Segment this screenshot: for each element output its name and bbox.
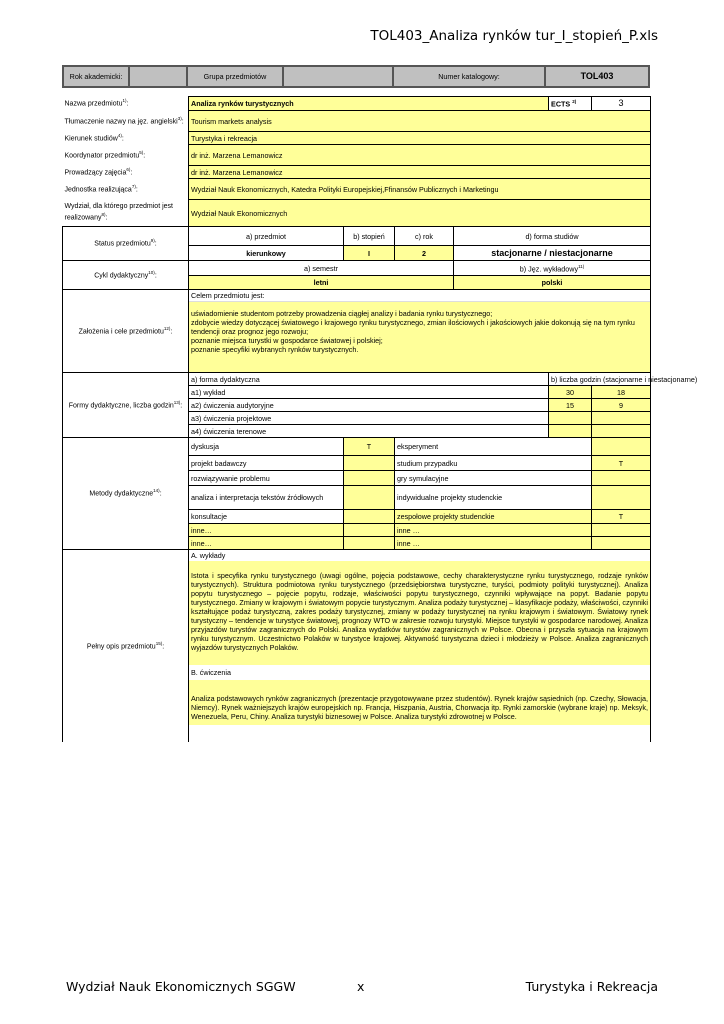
metoda-left: projekt badawczy [189, 456, 344, 471]
footer-right: Turystyka i Rekreacja [525, 979, 658, 994]
formy-label: Formy dydaktyczne, liczba godzin$^{13)}$: [63, 373, 189, 438]
formy-stacjonarne: 15 [549, 399, 592, 412]
zalozenia-value [189, 290, 651, 373]
metody-label: Metody dydaktyczne$^{14)}$: [63, 438, 189, 550]
metoda-left-mark [344, 486, 395, 510]
metoda-left: konsultacje [189, 510, 344, 524]
ects-value: 3 [592, 97, 651, 111]
status-h-forma: d) forma studiów [454, 227, 651, 246]
metoda-right-mark: T [592, 510, 651, 524]
ects-label: ECTS $^{2)}$ [549, 97, 592, 111]
status-h-stopien: b) stopień [344, 227, 395, 246]
metoda-right: gry symulacyjne [395, 471, 592, 486]
metoda-left-mark [344, 456, 395, 471]
metoda-right-mark [592, 438, 651, 456]
nazwa-value: Analiza rynków turystycznych [189, 97, 549, 111]
formy-niestacjonarne [592, 412, 651, 425]
formy-stacjonarne: 30 [549, 386, 592, 399]
metoda-left-mark [344, 524, 395, 537]
status-stopien-value: I [344, 246, 395, 261]
formy-niestacjonarne: 9 [592, 399, 651, 412]
metoda-right-mark [592, 537, 651, 550]
tlumaczenie-label: Tłumaczenie nazwy na jęz. angielski$^{3)}$: [64, 115, 184, 126]
metoda-left: inne… [189, 524, 344, 537]
metoda-left: dyskusja [189, 438, 344, 456]
opis-table [62, 549, 651, 742]
metody-table [62, 437, 651, 550]
syllabus-form [62, 65, 698, 742]
opis-a-text: Istota i specyfika rynku turystycznego (uwagi ogólne, pojęcia podstawowe, cechy charakterystyczne rynku turystycznego, rodzaje rynków turystycznych). Struktura podmiotowa rynku turystycznego (przedsiębiorstwa turystyczne, turyści, podmioty polityki turystycznej). Analiza popytu turystycznego – pojęcie popytu, rodzaje, właściwości popytu turystycznego, czynniki wpływające na popyt. Badanie popytu turystycznego. Zmiany w krajowym i światowym popycie turystycznym. Analiza podaży turystycznej – klasyfikacje podaży, właściwości, czynniki kształtujące podaż turystyczną, zakres podaży turystycznej, zmiany w podaży turystycznej na rynku krajowym i światowym. Światowy rynek turystyczny – tendencje w turystyce światowej, prognozy WTO w zakresie rozwoju turystyki. Miejsce turystyki w gospodarce narodowej. Analiza przyjazdów turystów zagranicznych do Polski. Analiza wydatków turystów zagranicznych w Polsce. Obecna i przyszła sytuacja na krajowym rynku turystycznym. Uczestnictwo Polaków w turystyce krajowej. Aktywność turystyczna dzieci i młodzieży w Polsce. Analiza zagranicznych wyjazdów turystycznych Polaków. [189, 561, 650, 665]
rok-akademicki-label: Rok akademicki: [63, 66, 129, 87]
status-przedmiot-value: kierunkowy [189, 246, 344, 261]
zalozenia-text [189, 302, 650, 372]
metoda-right: inne … [395, 537, 592, 550]
opis-label: Pełny opis przedmiotu$^{15)}$: [63, 550, 189, 743]
wydzial-value: Wydział Nauk Ekonomicznych [189, 200, 651, 227]
main-table [62, 96, 698, 438]
formy-h-forma: a) forma dydaktyczna [189, 373, 549, 386]
top-bar [62, 65, 650, 88]
footer-left: Wydział Nauk Ekonomicznych SGGW [66, 979, 296, 994]
formy-item: a2) ćwiczenia audytoryjne [189, 399, 549, 412]
koordynator-label: Koordynator przedmiotu$^{5)}$: [64, 149, 146, 160]
footer-mid: x [357, 979, 365, 994]
formy-niestacjonarne [592, 425, 651, 438]
metoda-right-mark [592, 486, 651, 510]
metoda-left-mark [344, 537, 395, 550]
status-rok-value: 2 [395, 246, 454, 261]
formy-stacjonarne [549, 412, 592, 425]
formy-h-godziny: b) liczba godzin (stacjonarne i niestacjonarne) [549, 373, 651, 386]
formy-item: a3) ćwiczenia projektowe [189, 412, 549, 425]
cykl-h-jezyk: b) Jęz. wykładowy$^{11)}$ [454, 261, 651, 276]
zalozenia-intro: Celem przedmiotu jest: [189, 290, 650, 302]
wydzial-label: Wydział, dla którego przedmiot jest realizowany$^{8)}$: [64, 203, 173, 222]
metoda-left-mark [344, 471, 395, 486]
opis-b-text: Analiza podstawowych rynków zagranicznych (prezentacje przygotowywane przez studentów). Rynek krajów sąsiednich (np. Czechy, Słowacja, Niemcy). Rynek ważniejszych krajów europejskich np. Francja, Hiszpania, Austria, Chorwacja itp. Rynki zamorskie (wybrane kraje) np. Meksyk, Wenezuela, Peru, Chiny. Analiza turystyki biznesowej w Polsce. Analiza turystyki zdrowotnej w Polsce. [189, 680, 650, 725]
numer-katalogowy-label: Numer katalogowy: [393, 66, 545, 87]
formy-niestacjonarne: 18 [592, 386, 651, 399]
metoda-right: inne … [395, 524, 592, 537]
metoda-left: analiza i interpretacja tekstów źródłowych [189, 486, 344, 510]
jednostka-value: Wydział Nauk Ekonomicznych, Katedra Polityki Europejskiej,Ffinansów Publicznych i Marketingu [189, 179, 651, 200]
grupa-przedmiotow-value[interactable] [283, 66, 393, 87]
metoda-right: studium przypadku [395, 456, 592, 471]
formy-stacjonarne [549, 425, 592, 438]
status-h-rok: c) rok [395, 227, 454, 246]
jednostka-label: Jednostka realizująca$^{7)}$: [64, 183, 138, 194]
cykl-jezyk-value: polski [454, 276, 651, 290]
metoda-left-mark [344, 510, 395, 524]
metoda-left: inne… [189, 537, 344, 550]
cykl-h-semestr: a) semestr [189, 261, 454, 276]
zalozenia-line: poznanie specyfiki wybranych rynków turystycznych. [191, 345, 359, 355]
opis-b-head: B. ćwiczenia [191, 668, 231, 678]
cykl-label: Cykl dydaktyczny$^{10)}$: [63, 261, 189, 290]
zalozenia-line: poznanie miejsca turystki w gospodarce światowej i polskiej; [191, 336, 383, 346]
formy-item: a4) ćwiczenia terenowe [189, 425, 549, 438]
kierunek-label: Kierunek studiów$^{4)}$: [64, 132, 124, 143]
numer-katalogowy-value: TOL403 [545, 66, 649, 87]
metoda-right-mark: T [592, 456, 651, 471]
status-label: Status przedmiotu$^{9)}$: [63, 227, 189, 261]
koordynator-value: dr inż. Marzena Lemanowicz [189, 145, 651, 166]
metoda-right: eksperyment [395, 438, 592, 456]
filename-header: TOL403_Analiza rynków tur_I_stopień_P.xls [370, 28, 658, 44]
zalozenia-line: zdobycie wiedzy dotyczącej światowego i krajowego rynku turystycznego, zmian ilościowych i jakościowych jakie dokonują się na tym rynku tendencji oraz prognoz jego rozwoju; [191, 318, 635, 337]
metoda-left: rozwiązywanie problemu [189, 471, 344, 486]
metoda-right-mark [592, 471, 651, 486]
opis-value [189, 550, 651, 743]
status-h-przedmiot: a) przedmiot [189, 227, 344, 246]
zalozenia-line: uświadomienie studentom potrzeby prowadzenia ciągłej analizy i badania rynku turystycznego; [191, 309, 493, 319]
zalozenia-label: Założenia i cele przedmiotu$^{12)}$: [63, 290, 189, 373]
status-forma-value: stacjonarne / niestacjonarne [454, 246, 651, 261]
metoda-right: zespołowe projekty studenckie [395, 510, 592, 524]
kierunek-value: Turystyka i rekreacja [189, 132, 651, 145]
cykl-semestr-value: letni [189, 276, 454, 290]
metoda-left-mark: T [344, 438, 395, 456]
nazwa-label: Nazwa przedmiotu$^{1)}$: [64, 98, 129, 108]
metoda-right-mark [592, 524, 651, 537]
prowadzacy-value: dr inż. Marzena Lemanowicz [189, 166, 651, 179]
opis-a-head: A. wykłady [191, 551, 226, 561]
rok-akademicki-value[interactable] [129, 66, 187, 87]
formy-item: a1) wykład [189, 386, 549, 399]
grupa-przedmiotow-label: Grupa przedmiotów [187, 66, 283, 87]
prowadzacy-label: Prowadzący zajęcia$^{6)}$: [64, 166, 133, 177]
tlumaczenie-value: Tourism markets analysis [189, 111, 651, 132]
metoda-right: indywidualne projekty studenckie [395, 486, 592, 510]
